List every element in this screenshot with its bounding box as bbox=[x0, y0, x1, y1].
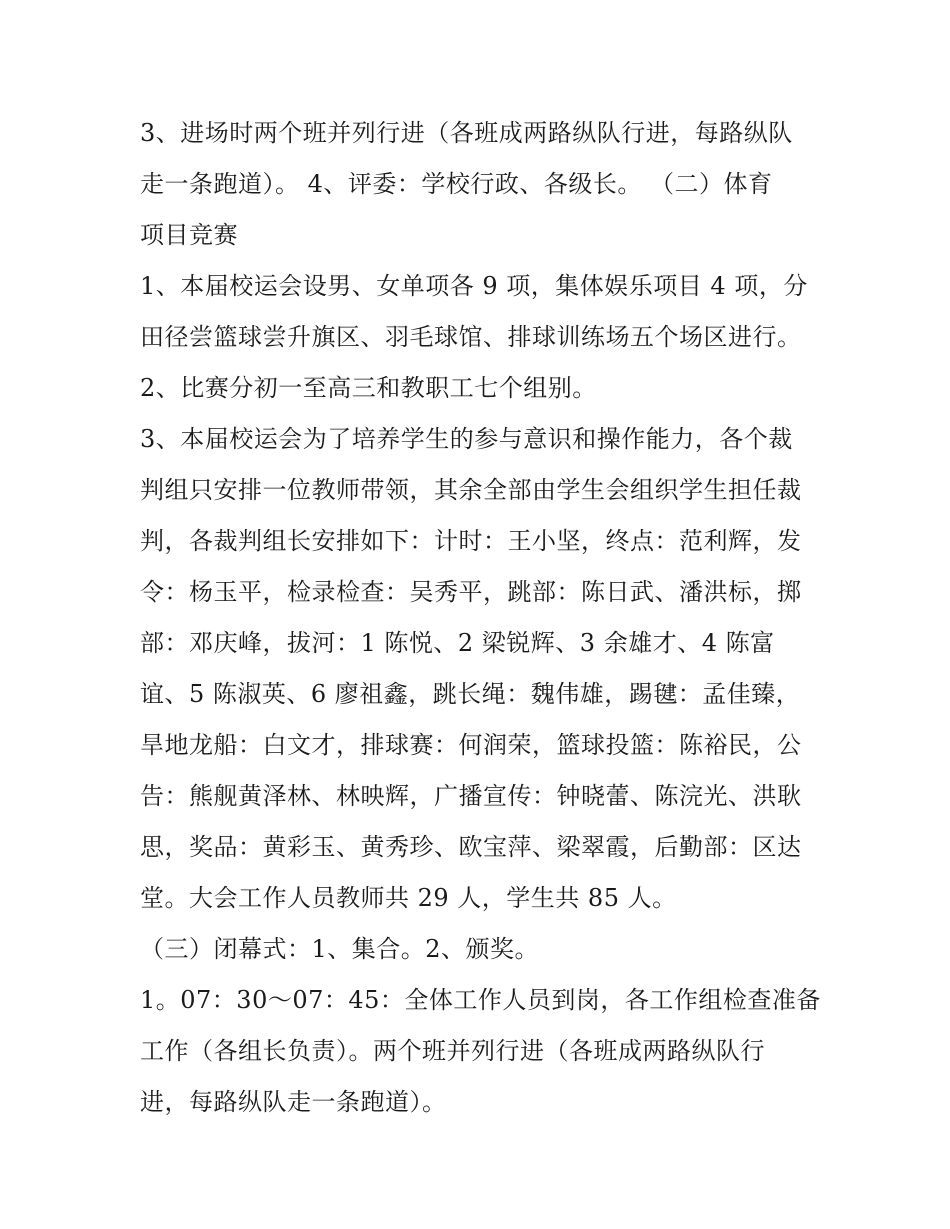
text-line: 部：邓庆峰，拔河：1 陈悦、2 梁锐辉、3 余雄才、4 陈富 bbox=[140, 629, 775, 657]
text-line: 进，每路纵队走一条跑道）。 bbox=[140, 1088, 447, 1116]
text-line: 判，各裁判组长安排如下：计时：王小坚，终点：范利辉，发 bbox=[140, 527, 802, 555]
text-line: 田径尝篮球尝升旗区、羽毛球馆、排球训练场五个场区进行。 bbox=[140, 323, 802, 351]
text-line: 3、本届校运会为了培养学生的参与意识和操作能力，各个裁 bbox=[140, 425, 793, 453]
text-line: 判组只安排一位教师带领，其余全部由学生会组织学生担任裁 bbox=[140, 476, 802, 504]
text-line: 旱地龙船：白文才，排球赛：何润荣，篮球投篮：陈裕民，公 bbox=[140, 731, 802, 759]
text-line: 思，奖品：黄彩玉、黄秀珍、欧宝萍、梁翠霞，后勤部：区达 bbox=[140, 833, 802, 861]
text-line: 告：熊舰黄泽林、林映辉，广播宣传：钟晓蕾、陈浣光、洪耿 bbox=[140, 782, 802, 810]
text-line: 走一条跑道）。 4、评委：学校行政、各级长。 （二）体育 bbox=[140, 170, 773, 198]
text-line: 堂。大会工作人员教师共 29 人，学生共 85 人。 bbox=[140, 884, 677, 912]
text-line: 令：杨玉平，检录检查：吴秀平，跳部：陈日武、潘洪标，掷 bbox=[140, 578, 802, 606]
text-line: 3、进场时两个班并列行进（各班成两路纵队行进，每路纵队 bbox=[140, 119, 793, 147]
text-line: 1、本届校运会设男、女单项各 9 项，集体娱乐项目 4 项，分 bbox=[140, 272, 808, 300]
text-line: 1。07：30～07：45：全体工作人员到岗，各工作组检查准备 bbox=[140, 986, 821, 1014]
text-line: 项目竞赛 bbox=[140, 221, 238, 249]
text-line: 工作（各组长负责）。两个班并列行进（各班成两路纵队行 bbox=[140, 1037, 765, 1065]
text-line: 谊、5 陈淑英、6 廖祖鑫，跳长绳：魏伟雄，踢毽：孟佳臻， bbox=[140, 680, 801, 708]
body-text bbox=[140, 108, 820, 1128]
text-line: （三）闭幕式：1、集合。2、颁奖。 bbox=[140, 935, 540, 963]
text-line: 2、比赛分初一至高三和教职工七个组别。 bbox=[140, 374, 597, 402]
